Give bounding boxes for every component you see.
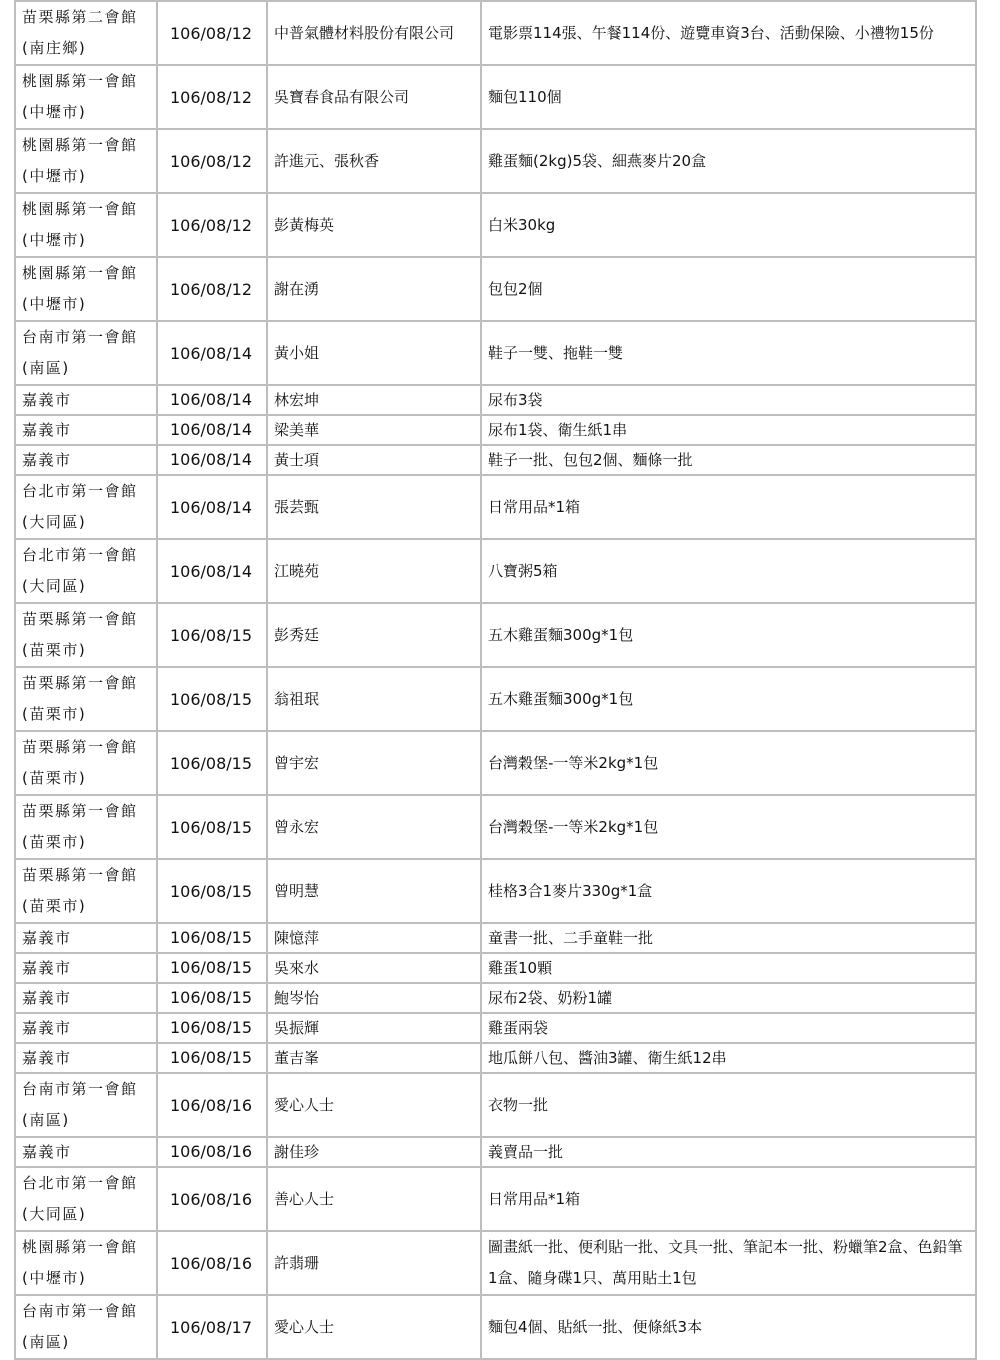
- donor-cell: 善心人士: [267, 1167, 481, 1231]
- donor-cell: 中普氣體材料股份有限公司: [267, 1, 481, 65]
- date-cell: 106/08/15: [157, 1013, 267, 1043]
- items-cell: 衣物一批: [481, 1073, 976, 1137]
- location-cell: 苗栗縣第一會館(苗栗市): [15, 603, 157, 667]
- table-row: [15, 385, 976, 415]
- table-row: [15, 1295, 976, 1359]
- location-cell: 嘉義市: [15, 1013, 157, 1043]
- location-cell: 台北市第一會館(大同區): [15, 1167, 157, 1231]
- items-cell: 白米30kg: [481, 193, 976, 257]
- date-cell: 106/08/12: [157, 257, 267, 321]
- table-row: [15, 257, 976, 321]
- items-cell: 桂格3合1麥片330g*1盒: [481, 859, 976, 923]
- location-cell: 嘉義市: [15, 1043, 157, 1073]
- date-cell: 106/08/15: [157, 603, 267, 667]
- table-row: [15, 859, 976, 923]
- location-cell: 嘉義市: [15, 953, 157, 983]
- items-cell: 鞋子一雙、拖鞋一雙: [481, 321, 976, 385]
- table-row: [15, 193, 976, 257]
- location-cell: 嘉義市: [15, 923, 157, 953]
- table-row: [15, 1231, 976, 1295]
- location-cell: 台南市第一會館(南區): [15, 1295, 157, 1359]
- items-cell: 雞蛋10顆: [481, 953, 976, 983]
- date-cell: 106/08/15: [157, 731, 267, 795]
- table-row: [15, 539, 976, 603]
- table-row: [15, 923, 976, 953]
- date-cell: 106/08/15: [157, 859, 267, 923]
- date-cell: 106/08/14: [157, 415, 267, 445]
- table-row: [15, 953, 976, 983]
- items-cell: 圖畫紙一批、便利貼一批、文具一批、筆記本一批、粉蠟筆2盒、色鉛筆1盒、隨身碟1只、萬用貼土1包: [481, 1231, 976, 1295]
- date-cell: 106/08/16: [157, 1167, 267, 1231]
- location-cell: 嘉義市: [15, 415, 157, 445]
- date-cell: 106/08/15: [157, 795, 267, 859]
- location-cell: 桃園縣第一會館(中壢市): [15, 65, 157, 129]
- location-cell: 嘉義市: [15, 445, 157, 475]
- date-cell: 106/08/14: [157, 321, 267, 385]
- donor-cell: 翁祖珉: [267, 667, 481, 731]
- table-row: [15, 1043, 976, 1073]
- donor-cell: 鮑岑怡: [267, 983, 481, 1013]
- donation-table: [14, 0, 977, 1360]
- donor-cell: 彭秀廷: [267, 603, 481, 667]
- date-cell: 106/08/12: [157, 65, 267, 129]
- donor-cell: 許翡珊: [267, 1231, 481, 1295]
- items-cell: 尿布3袋: [481, 385, 976, 415]
- donor-cell: 吳振輝: [267, 1013, 481, 1043]
- donor-cell: 愛心人士: [267, 1073, 481, 1137]
- date-cell: 106/08/12: [157, 1, 267, 65]
- table-row: [15, 65, 976, 129]
- table-row: [15, 1, 976, 65]
- items-cell: 五木雞蛋麵300g*1包: [481, 603, 976, 667]
- items-cell: 日常用品*1箱: [481, 475, 976, 539]
- location-cell: 台南市第一會館(南區): [15, 1073, 157, 1137]
- donor-cell: 張芸甄: [267, 475, 481, 539]
- donor-cell: 曾永宏: [267, 795, 481, 859]
- items-cell: 義賣品一批: [481, 1137, 976, 1167]
- donor-cell: 曾明慧: [267, 859, 481, 923]
- items-cell: 台灣穀堡-一等米2kg*1包: [481, 795, 976, 859]
- table-row: [15, 129, 976, 193]
- table-row: [15, 731, 976, 795]
- table-row: [15, 795, 976, 859]
- items-cell: 尿布2袋、奶粉1罐: [481, 983, 976, 1013]
- table-row: [15, 321, 976, 385]
- location-cell: 台北市第一會館(大同區): [15, 539, 157, 603]
- items-cell: 雞蛋麵(2kg)5袋、細燕麥片20盒: [481, 129, 976, 193]
- items-cell: 尿布1袋、衛生紙1串: [481, 415, 976, 445]
- date-cell: 106/08/14: [157, 475, 267, 539]
- donor-cell: 陳憶萍: [267, 923, 481, 953]
- items-cell: 包包2個: [481, 257, 976, 321]
- table-row: [15, 1137, 976, 1167]
- donor-cell: 愛心人士: [267, 1295, 481, 1359]
- date-cell: 106/08/17: [157, 1295, 267, 1359]
- table-row: [15, 475, 976, 539]
- items-cell: 麵包110個: [481, 65, 976, 129]
- date-cell: 106/08/15: [157, 1043, 267, 1073]
- items-cell: 台灣穀堡-一等米2kg*1包: [481, 731, 976, 795]
- location-cell: 嘉義市: [15, 983, 157, 1013]
- location-cell: 台南市第一會館(南區): [15, 321, 157, 385]
- donor-cell: 黃小姐: [267, 321, 481, 385]
- date-cell: 106/08/15: [157, 953, 267, 983]
- location-cell: 桃園縣第一會館(中壢市): [15, 129, 157, 193]
- table-row: [15, 603, 976, 667]
- date-cell: 106/08/16: [157, 1137, 267, 1167]
- date-cell: 106/08/16: [157, 1073, 267, 1137]
- date-cell: 106/08/14: [157, 445, 267, 475]
- location-cell: 台北市第一會館(大同區): [15, 475, 157, 539]
- table-row: [15, 1013, 976, 1043]
- donor-cell: 董吉峯: [267, 1043, 481, 1073]
- donor-cell: 黃士項: [267, 445, 481, 475]
- location-cell: 苗栗縣第一會館(苗栗市): [15, 667, 157, 731]
- table-row: [15, 1073, 976, 1137]
- location-cell: 桃園縣第一會館(中壢市): [15, 257, 157, 321]
- date-cell: 106/08/15: [157, 923, 267, 953]
- table-row: [15, 667, 976, 731]
- date-cell: 106/08/15: [157, 983, 267, 1013]
- items-cell: 麵包4個、貼紙一批、便條紙3本: [481, 1295, 976, 1359]
- items-cell: 八寶粥5箱: [481, 539, 976, 603]
- location-cell: 苗栗縣第一會館(苗栗市): [15, 795, 157, 859]
- items-cell: 鞋子一批、包包2個、麵條一批: [481, 445, 976, 475]
- donor-cell: 謝佳珍: [267, 1137, 481, 1167]
- location-cell: 苗栗縣第一會館(苗栗市): [15, 731, 157, 795]
- date-cell: 106/08/15: [157, 667, 267, 731]
- table-row: [15, 415, 976, 445]
- items-cell: 地瓜餅八包、醬油3罐、衛生紙12串: [481, 1043, 976, 1073]
- donor-cell: 彭黃梅英: [267, 193, 481, 257]
- date-cell: 106/08/12: [157, 129, 267, 193]
- location-cell: 桃園縣第一會館(中壢市): [15, 193, 157, 257]
- location-cell: 桃園縣第一會館(中壢市): [15, 1231, 157, 1295]
- table-row: [15, 983, 976, 1013]
- items-cell: 童書一批、二手童鞋一批: [481, 923, 976, 953]
- donation-table-body: [15, 1, 976, 1359]
- donor-cell: 林宏坤: [267, 385, 481, 415]
- date-cell: 106/08/16: [157, 1231, 267, 1295]
- location-cell: 嘉義市: [15, 1137, 157, 1167]
- date-cell: 106/08/14: [157, 539, 267, 603]
- donor-cell: 謝在湧: [267, 257, 481, 321]
- location-cell: 苗栗縣第二會館(南庄鄉): [15, 1, 157, 65]
- date-cell: 106/08/14: [157, 385, 267, 415]
- donor-cell: 梁美華: [267, 415, 481, 445]
- table-row: [15, 445, 976, 475]
- items-cell: 五木雞蛋麵300g*1包: [481, 667, 976, 731]
- date-cell: 106/08/12: [157, 193, 267, 257]
- items-cell: 雞蛋兩袋: [481, 1013, 976, 1043]
- donor-cell: 吳寶春食品有限公司: [267, 65, 481, 129]
- items-cell: 日常用品*1箱: [481, 1167, 976, 1231]
- donor-cell: 許進元、張秋香: [267, 129, 481, 193]
- items-cell: 電影票114張、午餐114份、遊覽車資3台、活動保險、小禮物15份: [481, 1, 976, 65]
- location-cell: 苗栗縣第一會館(苗栗市): [15, 859, 157, 923]
- location-cell: 嘉義市: [15, 385, 157, 415]
- donor-cell: 吳來水: [267, 953, 481, 983]
- donor-cell: 曾宇宏: [267, 731, 481, 795]
- table-row: [15, 1167, 976, 1231]
- donor-cell: 江曉苑: [267, 539, 481, 603]
